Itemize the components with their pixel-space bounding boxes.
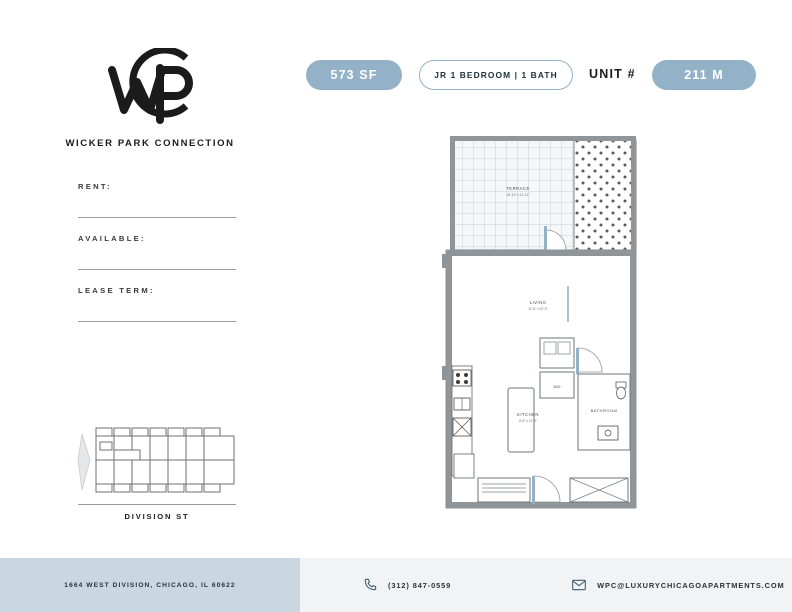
brand-logo-block bbox=[60, 48, 240, 149]
lease-term-field bbox=[78, 286, 236, 322]
available-writeline bbox=[78, 269, 236, 270]
rent-field bbox=[78, 182, 236, 218]
rent-writeline bbox=[78, 217, 236, 218]
svg-text:LIVING: LIVING bbox=[529, 300, 547, 305]
floorplan-drawing bbox=[430, 126, 650, 516]
svg-text:W/D: W/D bbox=[553, 385, 561, 389]
email-contact[interactable] bbox=[571, 577, 784, 593]
envelope-icon bbox=[571, 577, 587, 593]
phone-icon bbox=[362, 577, 378, 593]
bathroom bbox=[578, 374, 630, 450]
svg-text:TERRACE: TERRACE bbox=[506, 186, 530, 191]
svg-text:8'-5" x 12'-9": 8'-5" x 12'-9" bbox=[519, 419, 537, 423]
phone-number: (312) 847-0559 bbox=[388, 580, 452, 590]
brand-name: WICKER PARK CONNECTION bbox=[65, 138, 235, 149]
building-keyplan-diagram bbox=[70, 412, 246, 512]
unit-number-badge: 211 M bbox=[652, 60, 756, 90]
phone-contact[interactable] bbox=[362, 577, 451, 593]
available-label: AVAILABLE: bbox=[78, 234, 146, 243]
footer-address-block bbox=[0, 558, 300, 612]
unit-type-badge: JR 1 BEDROOM | 1 BATH bbox=[419, 60, 573, 90]
svg-text:15'-10" x 11'-11": 15'-10" x 11'-11" bbox=[506, 193, 530, 197]
keyplan-rule bbox=[78, 504, 236, 505]
rent-label: RENT: bbox=[78, 182, 112, 191]
svg-text:BATHROOM: BATHROOM bbox=[590, 408, 618, 413]
available-field bbox=[78, 234, 236, 270]
square-footage-badge: 573 SF bbox=[306, 60, 402, 90]
lease-term-writeline bbox=[78, 321, 236, 322]
footer-address: 1664 WEST DIVISION, CHICAGO, IL 60622 bbox=[64, 581, 236, 589]
unit-number-label: UNIT # bbox=[589, 67, 636, 81]
lease-term-label: LEASE TERM: bbox=[78, 286, 155, 295]
info-panel bbox=[0, 0, 300, 558]
email-address: WPC@LUXURYCHICAGOAPARTMENTS.COM bbox=[597, 580, 785, 590]
wpc-monogram-logo bbox=[90, 48, 210, 126]
footer-contact-block bbox=[300, 558, 792, 612]
terrace-area bbox=[450, 136, 636, 252]
svg-text:KITCHEN: KITCHEN bbox=[517, 412, 539, 417]
svg-text:11'-6" x 12'-0": 11'-6" x 12'-0" bbox=[528, 307, 548, 311]
keyplan-street-label: DIVISION ST bbox=[124, 512, 190, 521]
page-footer bbox=[0, 558, 792, 612]
